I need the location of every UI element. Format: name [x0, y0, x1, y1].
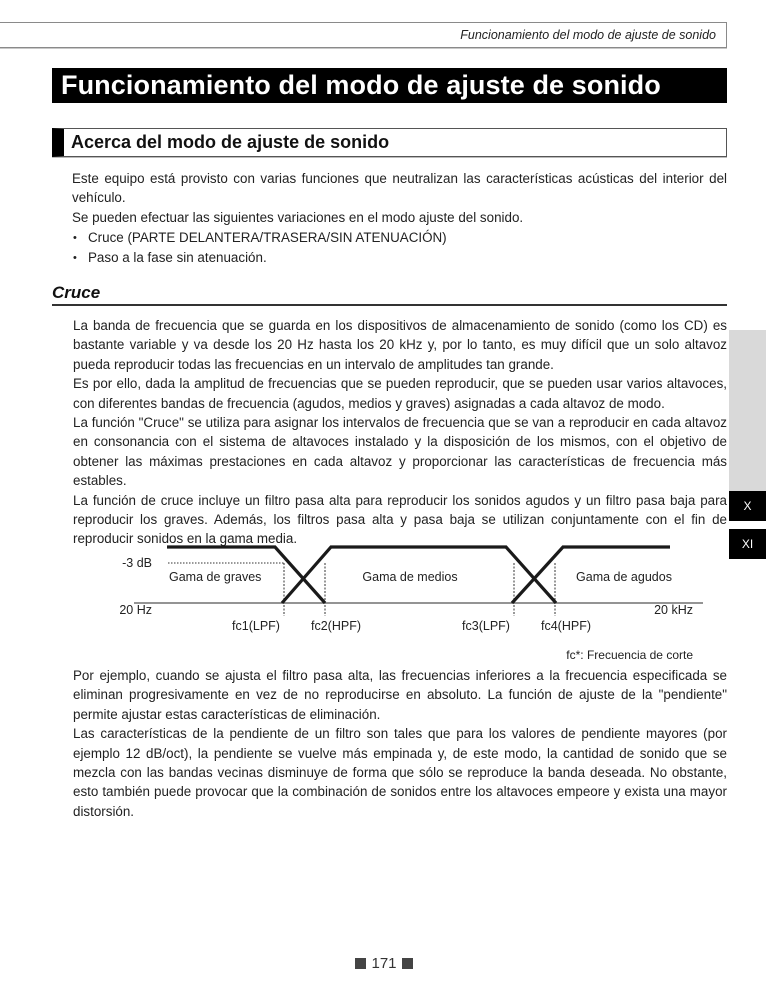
diagram-footnote: fc*: Frecuencia de corte [566, 648, 693, 662]
bullet-item: • Cruce (PARTE DELANTERA/TRASERA/SIN ATENUACIÓN) [72, 228, 727, 248]
band-label-bass: Gama de graves [169, 570, 262, 584]
subsection-heading-text: Cruce [52, 283, 101, 302]
band-label-treble: Gama de agudos [576, 570, 672, 584]
cruce-body [73, 316, 727, 549]
page-number [0, 955, 768, 972]
x-end-label: 20 kHz [654, 603, 693, 617]
page-title: Funcionamiento del modo de ajuste de sonido [52, 68, 727, 103]
cutoff-label-fc1: fc1(LPF) [232, 619, 280, 633]
square-bullet-icon [355, 958, 366, 969]
slope-body [73, 666, 727, 821]
page-number-text: 171 [371, 955, 397, 972]
running-header [0, 22, 727, 48]
body-paragraph: La función de cruce incluye un filtro pasa alta para reproducir los sonidos agudos y un filtro pasa baja para reproducir los graves. Además, los filtros pasa alta y pasa baja se utilizan conjuntamente con el fin de reproducir sonidos en la gama media. [73, 492, 727, 547]
cutoff-label-fc4: fc4(HPF) [541, 619, 591, 633]
side-tab-strip [729, 330, 766, 491]
body-paragraph: Por ejemplo, cuando se ajusta el filtro pasa alta, las frecuencias inferiores a la frecuencia especificada se eliminan progresivamente en vez de no reproducirse en absoluto. La función de ajuste de la "pendiente" permite ajustar estas características de eliminación. [73, 668, 727, 722]
body-paragraph: Es por ello, dada la amplitud de frecuencias que se pueden reproducir, que se pueden usar varios altavoces, con diferentes bandas de frecuencia (agudos, medios y graves) asignadas a cada altavoz de modo. [73, 376, 727, 411]
band-label-mid: Gama de medios [362, 570, 458, 584]
subsection-heading [52, 283, 727, 306]
chapter-tab-xi[interactable]: XI [729, 529, 766, 559]
section-heading-text: Acerca del modo de ajuste de sonido [71, 132, 390, 152]
bullet-item: • Paso a la fase sin atenuación. [72, 248, 727, 268]
cutoff-label-fc3: fc3(LPF) [462, 619, 510, 633]
intro-paragraph: Se pueden efectuar las siguientes variaciones en el modo ajuste del sonido. [72, 210, 524, 225]
square-bullet-icon [402, 958, 413, 969]
section-heading [52, 128, 727, 157]
running-header-title: Funcionamiento del modo de ajuste de sonido [460, 28, 716, 42]
body-paragraph: La función "Cruce" se utiliza para asignar los intervalos de frecuencia que se van a reproducir en cada altavoz en consonancia con el sistema de altavoces instalado y la disposición de los mismos, con el objetivo de obtener las máximas prestaciones en cada altavoz y proporcionar las características de frecuencia más estables. [73, 415, 727, 489]
intro-block [72, 169, 727, 268]
level-label: -3 dB [122, 556, 152, 570]
cutoff-label-fc2: fc2(HPF) [311, 619, 361, 633]
body-paragraph: Las características de la pendiente de un filtro son tales que para los valores de pendiente mayores (por ejemplo 12 dB/oct), la pendiente se vuelve más empinada y, de este modo, la cantidad de sonido que se mezcla con las bandas vecinas disminuye de forma que sólo se reproduce la banda deseada. No obstante, esto también puede provocar que la combinación de sonidos entre los altavoces empeore y exista una mayor distorsión. [73, 726, 727, 819]
x-start-label: 20 Hz [119, 603, 152, 617]
body-paragraph: La banda de frecuencia que se guarda en los dispositivos de almacenamiento de sonido (como los CD) es bastante variable y va desde los 20 Hz hasta los 20 kHz y, por lo tanto, es muy difícil que un solo altavoz pueda reproducir todas las frecuencias en un intervalo de amplitudes tan grande. [73, 318, 727, 372]
chapter-tab-x[interactable]: X [729, 491, 766, 521]
intro-paragraph: Este equipo está provisto con varias funciones que neutralizan las características acústicas del interior del vehículo. [72, 171, 727, 205]
